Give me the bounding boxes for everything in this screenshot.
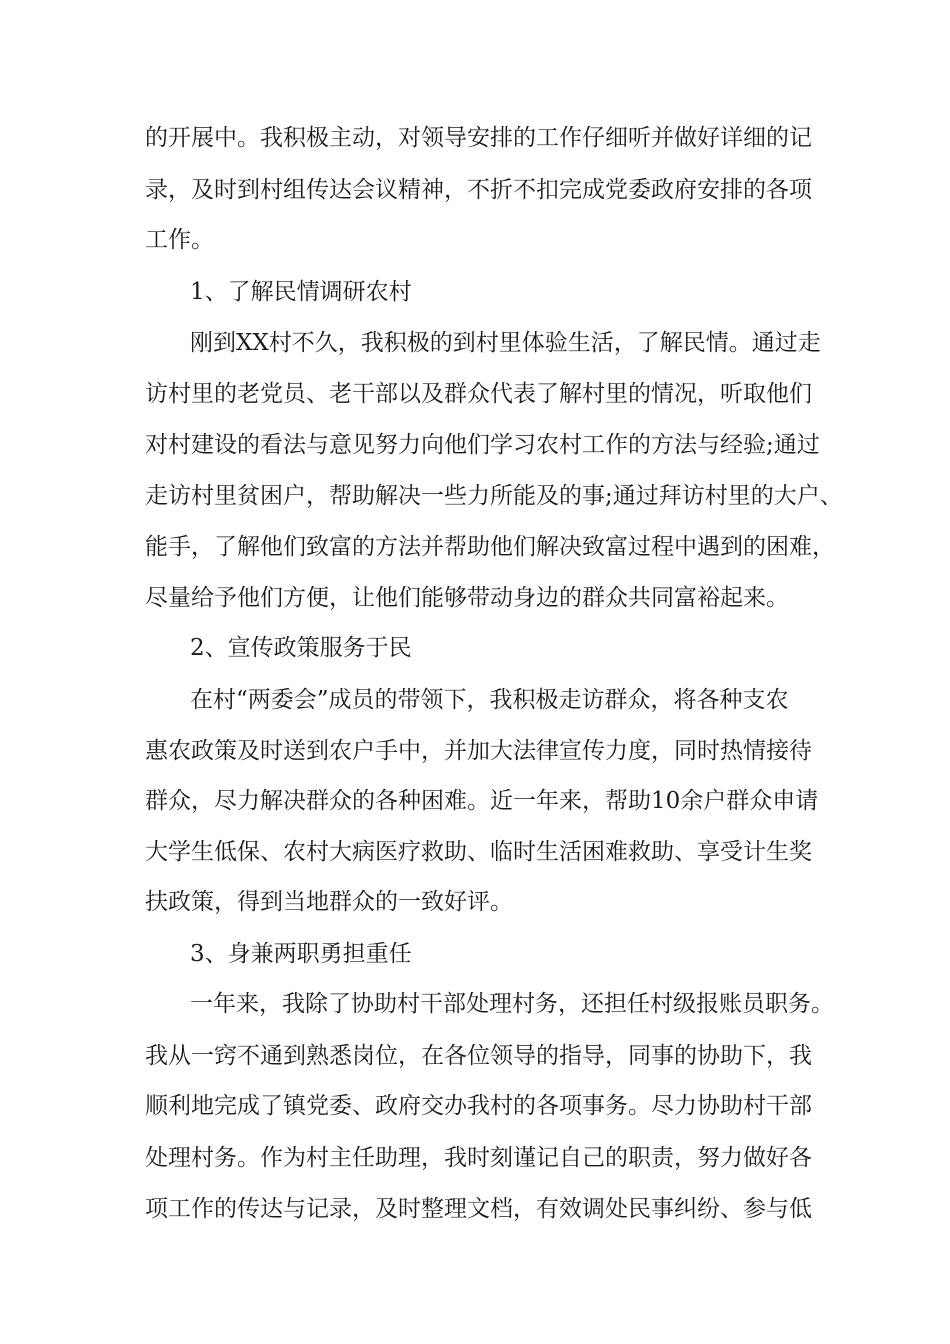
text-line: 大学生低保、农村大病医疗救助、临时生活困难救助、享受计生奖 <box>145 839 812 865</box>
text-line: 惠农政策及时送到农户手中，并加大法律宣传力度，同时热情接待 <box>145 738 812 764</box>
text-line: 我从一窍不通到熟悉岗位，在各位领导的指导，同事的协助下，我 <box>145 1043 812 1069</box>
text-line: 的开展中。我积极主动，对领导安排的工作仔细听并做好详细的记 <box>145 125 812 151</box>
text-line: 扶政策，得到当地群众的一致好评。 <box>145 889 513 915</box>
text-line: 能手，了解他们致富的方法并帮助他们解决致富过程中遇到的困难， <box>145 534 835 560</box>
text-line: 群众，尽力解决群众的各种困难。近一年来，帮助10余户群众申请 <box>145 788 819 814</box>
text-line: 处理村务。作为村主任助理，我时刻谨记自己的职责，努力做好各 <box>145 1145 812 1171</box>
section-heading-2: 2、宣传政策服务于民 <box>190 635 412 661</box>
section-heading-1: 1、了解民情调研农村 <box>190 279 412 305</box>
text-line: 刚到XX村不久，我积极的到村里体验生活，了解民情。通过走 <box>190 330 821 356</box>
text-line: 顺利地完成了镇党委、政府交办我村的各项事务。尽力协助村干部 <box>145 1093 812 1119</box>
text-line: 走访村里贫困户，帮助解决一些力所能及的事;通过拜访村里的大户、 <box>145 483 843 509</box>
text-line: 尽量给予他们方便，让他们能够带动身边的群众共同富裕起来。 <box>145 585 789 611</box>
text-line: 对村建设的看法与意见努力向他们学习农村工作的方法与经验;通过 <box>145 432 820 458</box>
section-heading-3: 3、身兼两职勇担重任 <box>190 941 412 967</box>
text-line: 录，及时到村组传达会议精神，不折不扣完成党委政府安排的各项 <box>145 177 812 203</box>
text-line: 项工作的传达与记录，及时整理文档，有效调处民事纠纷、参与低 <box>145 1196 812 1222</box>
text-line: 在村“两委会”成员的带领下，我积极走访群众，将各种支农 <box>190 687 789 713</box>
text-line: 访村里的老党员、老干部以及群众代表了解村里的情况，听取他们 <box>145 381 812 407</box>
text-line: 一年来，我除了协助村干部处理村务，还担任村级报账员职务。 <box>190 991 834 1017</box>
text-line: 工作。 <box>145 227 214 253</box>
